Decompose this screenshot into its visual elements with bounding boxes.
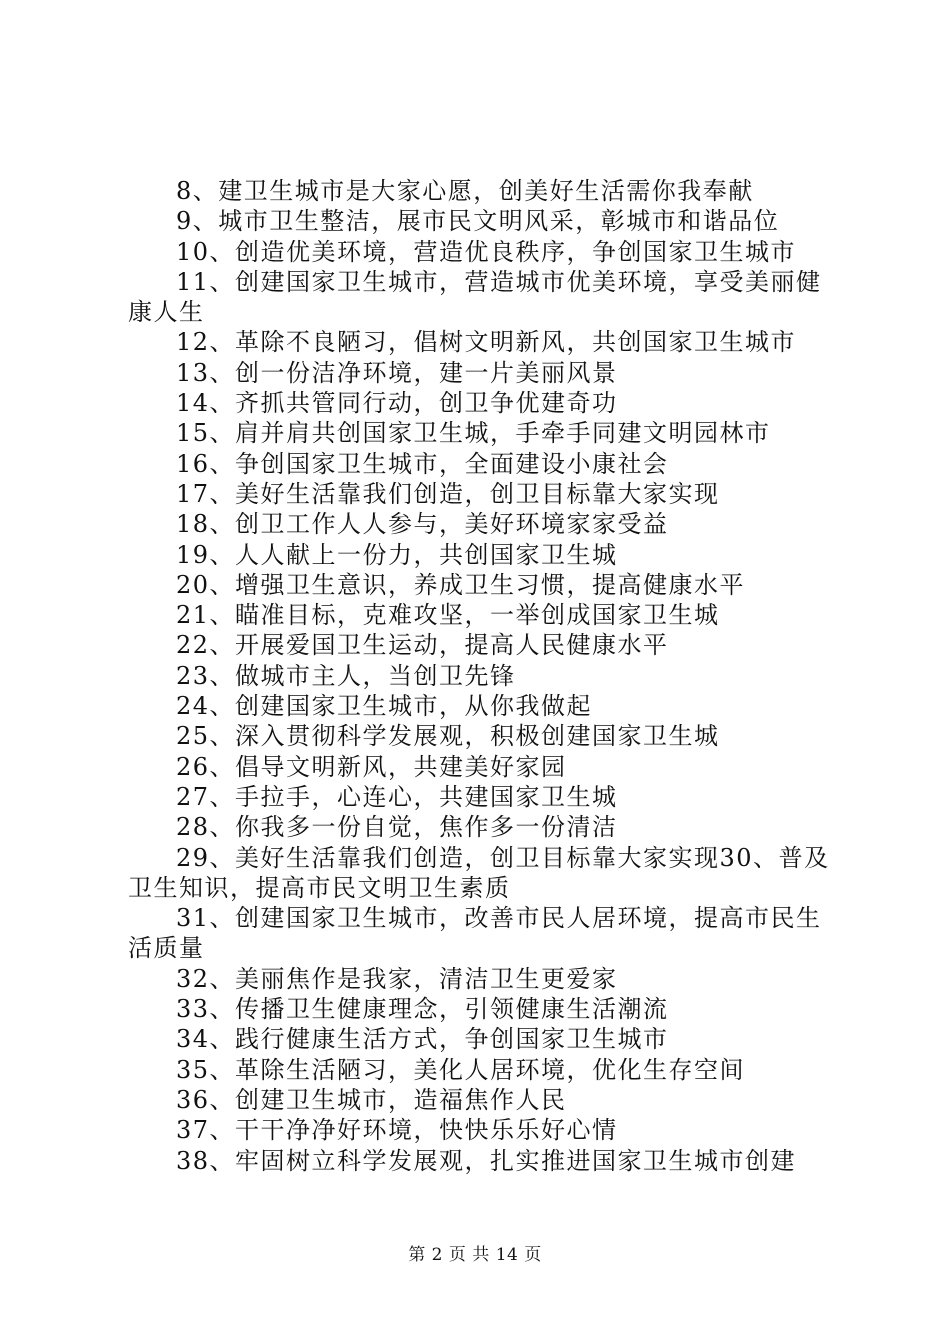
paragraph: 8、建卫生城市是大家心愿，创美好生活需你我奉献	[176, 177, 754, 205]
paragraph: 26、倡导文明新风，共建美好家园	[176, 752, 567, 781]
paragraph: 25、深入贯彻科学发展观，积极创建国家卫生城	[176, 722, 720, 751]
paragraph: 19、人人献上一份力，共创国家卫生城	[176, 540, 618, 569]
paragraph: 36、创建卫生城市，造福焦作人民	[176, 1085, 567, 1114]
paragraph: 33、传播卫生健康理念，引领健康生活潮流	[176, 995, 669, 1024]
paragraph: 31、创建国家卫生城市，改善市民人居环境，提高市民生活质量	[128, 904, 822, 963]
paragraph: 9、城市卫生整洁，展市民文明风采，彰城市和谐品位	[176, 207, 780, 236]
paragraph: 35、革除生活陋习，美化人居环境，优化生存空间	[176, 1055, 746, 1084]
paragraph: 24、创建国家卫生城市，从你我做起	[176, 692, 593, 721]
paragraph: 12、革除不良陋习，倡树文明新风，共创国家卫生城市	[176, 328, 797, 357]
paragraph: 14、齐抓共管同行动，创卫争优建奇功	[176, 389, 618, 418]
paragraph: 11、创建国家卫生城市，营造城市优美环境，享受美丽健康人生	[128, 267, 822, 327]
paragraph: 10、创造优美环境，营造优良秩序，争创国家卫生城市	[176, 237, 797, 266]
paragraph: 22、开展爱国卫生运动，提高人民健康水平	[176, 631, 669, 660]
page-footer: 第 2 页 共 14 页	[408, 1245, 542, 1265]
paragraph: 37、干干净净好环境，快快乐乐好心情	[176, 1116, 618, 1145]
paragraph: 15、肩并肩共创国家卫生城，手牵手同建文明园林市	[176, 419, 771, 448]
paragraph: 38、牢固树立科学发展观，扎实推进国家卫生城市创建	[176, 1146, 797, 1175]
document-body	[128, 176, 833, 1176]
paragraph: 29、美好生活靠我们创造，创卫目标靠大家实现30、普及卫生知识，提高市民文明卫生素质	[128, 843, 830, 902]
paragraph: 28、你我多一份自觉，焦作多一份清洁	[176, 813, 618, 842]
paragraph: 27、手拉手，心连心，共建国家卫生城	[176, 782, 618, 811]
paragraph: 21、瞄准目标，克难攻坚，一举创成国家卫生城	[176, 601, 720, 630]
paragraph: 20、增强卫生意识，养成卫生习惯，提高健康水平	[176, 570, 746, 599]
paragraph: 34、践行健康生活方式，争创国家卫生城市	[176, 1025, 669, 1054]
paragraph: 13、创一份洁净环境，建一片美丽风景	[176, 358, 618, 387]
paragraph: 16、争创国家卫生城市，全面建设小康社会	[176, 449, 669, 478]
paragraph: 32、美丽焦作是我家，清洁卫生更爱家	[176, 964, 618, 993]
paragraph: 18、创卫工作人人参与，美好环境家家受益	[176, 510, 669, 539]
paragraph: 23、做城市主人，当创卫先锋	[176, 661, 516, 690]
paragraph: 17、美好生活靠我们创造，创卫目标靠大家实现	[176, 479, 720, 508]
